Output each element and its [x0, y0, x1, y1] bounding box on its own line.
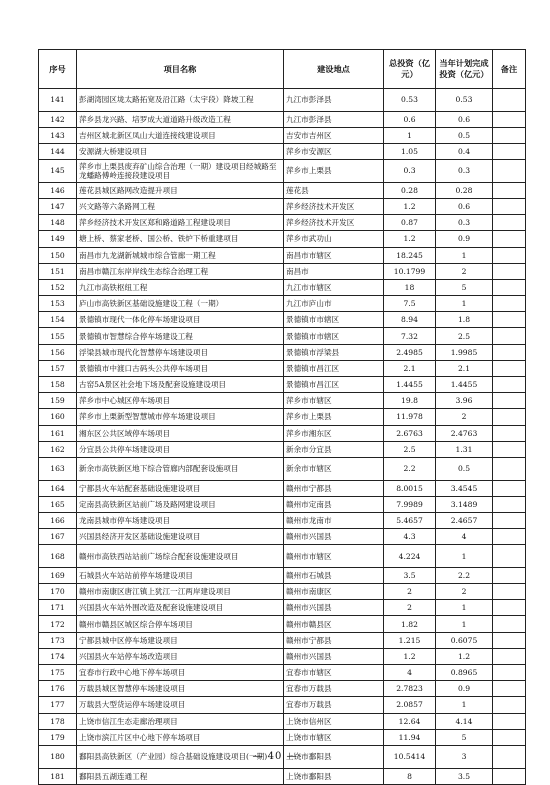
remark	[493, 143, 526, 159]
row-number: 152	[39, 279, 77, 295]
annual-plan-investment: 4	[436, 529, 493, 545]
remark	[493, 665, 526, 681]
annual-plan-investment: 3.5	[436, 768, 493, 784]
annual-plan-investment: 2.2	[436, 567, 493, 583]
remark	[493, 441, 526, 457]
table-row	[39, 567, 526, 583]
project-location: 九江市庐山市	[284, 296, 384, 312]
table-row	[39, 600, 526, 616]
project-name: 鄱阳县高铁新区（产业园）综合基础设施建设项目(一期)	[77, 745, 284, 768]
table-row	[39, 584, 526, 600]
project-location: 宜春市万载县	[284, 681, 384, 697]
project-location: 赣州市赣县区	[284, 616, 384, 632]
project-location: 萍乡经济技术开发区	[284, 215, 384, 231]
project-name: 古窑5A景区社会地下场及配套设施建设项目	[77, 377, 284, 393]
project-location: 赣州市兴国县	[284, 648, 384, 664]
annual-plan-investment: 0.9	[436, 681, 493, 697]
total-investment: 2.4985	[384, 344, 436, 360]
table-row	[39, 182, 526, 198]
remark	[493, 697, 526, 713]
project-location: 赣州市宁都县	[284, 632, 384, 648]
project-name: 万载县大型货运停车场建设项目	[77, 697, 284, 713]
table-row	[39, 545, 526, 568]
project-location: 赣州市市辖区	[284, 545, 384, 568]
project-name: 宁都县城中区停车场建设项目	[77, 632, 284, 648]
project-name: 庐山市高铁新区基础设施建设工程（一期）	[77, 296, 284, 312]
annual-plan-investment: 5	[436, 279, 493, 295]
row-number: 159	[39, 393, 77, 409]
project-location: 九江市市辖区	[284, 279, 384, 295]
annual-plan-investment: 0.5	[436, 127, 493, 143]
remark	[493, 729, 526, 745]
remark	[493, 247, 526, 263]
annual-plan-investment: 0.3	[436, 215, 493, 231]
project-location: 上饶市市辖区	[284, 729, 384, 745]
annual-plan-investment: 0.5	[436, 457, 493, 480]
remark	[493, 616, 526, 632]
total-investment: 8.94	[384, 312, 436, 328]
annual-plan-investment: 3	[436, 745, 493, 768]
annual-plan-investment: 2	[436, 263, 493, 279]
table-row	[39, 729, 526, 745]
total-investment: 2.7823	[384, 681, 436, 697]
project-name: 九江市高铁枢纽工程	[77, 279, 284, 295]
annual-plan-investment: 0.6	[436, 198, 493, 214]
project-location: 上饶市信州区	[284, 713, 384, 729]
total-investment: 5.4657	[384, 512, 436, 528]
table-row	[39, 111, 526, 127]
remark	[493, 215, 526, 231]
project-name: 赣州市南康区唐江镇上犹江一江两岸建设项目	[77, 584, 284, 600]
project-name: 宁都县火车站配套基础设施建设项目	[77, 480, 284, 496]
annual-plan-investment: 1	[436, 545, 493, 568]
row-number: 156	[39, 344, 77, 360]
project-table	[38, 49, 526, 785]
project-location: 萍乡市安源区	[284, 143, 384, 159]
remark	[493, 409, 526, 425]
header-location: 建设地点	[284, 50, 384, 89]
total-investment: 11.978	[384, 409, 436, 425]
project-name: 赣州市赣县区城区综合停车场项目	[77, 616, 284, 632]
annual-plan-investment: 0.6075	[436, 632, 493, 648]
annual-plan-investment: 1	[436, 296, 493, 312]
project-location: 宜春市万载县	[284, 697, 384, 713]
project-location: 景德镇市市辖区	[284, 328, 384, 344]
total-investment: 4	[384, 665, 436, 681]
total-investment: 1.2	[384, 198, 436, 214]
row-number: 176	[39, 681, 77, 697]
remark	[493, 632, 526, 648]
project-location: 景德镇市浮梁县	[284, 344, 384, 360]
annual-plan-investment: 3.96	[436, 393, 493, 409]
row-number: 174	[39, 648, 77, 664]
remark	[493, 457, 526, 480]
annual-plan-investment: 0.4	[436, 143, 493, 159]
table-row	[39, 529, 526, 545]
project-name: 萍乡市上栗新型智慧城市停车场建设项目	[77, 409, 284, 425]
annual-plan-investment: 0.3	[436, 160, 493, 183]
project-name: 兴国县经济开发区基础设施建设项目	[77, 529, 284, 545]
project-location: 新余市市辖区	[284, 457, 384, 480]
annual-plan-investment: 3.4545	[436, 480, 493, 496]
annual-plan-investment: 4.14	[436, 713, 493, 729]
annual-plan-investment: 0.53	[436, 89, 493, 112]
total-investment: 1.82	[384, 616, 436, 632]
project-location: 赣州市南康区	[284, 584, 384, 600]
total-investment: 2	[384, 584, 436, 600]
row-number: 161	[39, 425, 77, 441]
project-location: 新余市分宜县	[284, 441, 384, 457]
row-number: 165	[39, 496, 77, 512]
row-number: 175	[39, 665, 77, 681]
table-row	[39, 697, 526, 713]
table-row	[39, 409, 526, 425]
total-investment: 1.2	[384, 648, 436, 664]
project-name: 莲花县城区路网改造提升项目	[77, 182, 284, 198]
remark	[493, 600, 526, 616]
page-number: — 40 —	[252, 751, 298, 762]
project-location: 赣州市石城县	[284, 567, 384, 583]
remark	[493, 681, 526, 697]
annual-plan-investment: 2.4657	[436, 512, 493, 528]
annual-plan-investment: 2	[436, 409, 493, 425]
annual-plan-investment: 1.9985	[436, 344, 493, 360]
table-row	[39, 328, 526, 344]
table-row	[39, 768, 526, 784]
project-name: 兴文路等六条路网工程	[77, 198, 284, 214]
total-investment: 10.1799	[384, 263, 436, 279]
total-investment: 1.2	[384, 231, 436, 247]
project-name: 景德镇市智慧综合停车场建设工程	[77, 328, 284, 344]
remark	[493, 377, 526, 393]
row-number: 177	[39, 697, 77, 713]
row-number: 163	[39, 457, 77, 480]
project-name: 景德镇市中渡口古码头公共停车场项目	[77, 360, 284, 376]
remark	[493, 425, 526, 441]
total-investment: 0.53	[384, 89, 436, 112]
project-location: 赣州市定南县	[284, 496, 384, 512]
row-number: 180	[39, 745, 77, 768]
table-row	[39, 457, 526, 480]
project-name: 上饶市滨江片区中心地下停车场项目	[77, 729, 284, 745]
row-number: 155	[39, 328, 77, 344]
project-name: 上饶市信江生态走廊治理项目	[77, 713, 284, 729]
project-location: 上饶市鄱阳县	[284, 745, 384, 768]
project-location: 赣州市龙南市	[284, 512, 384, 528]
total-investment: 11.94	[384, 729, 436, 745]
annual-plan-investment: 1.8	[436, 312, 493, 328]
table-row	[39, 279, 526, 295]
row-number: 162	[39, 441, 77, 457]
remark	[493, 89, 526, 112]
table-row	[39, 143, 526, 159]
row-number: 179	[39, 729, 77, 745]
table-row	[39, 231, 526, 247]
total-investment: 12.64	[384, 713, 436, 729]
table-row	[39, 247, 526, 263]
project-location: 赣州市兴国县	[284, 529, 384, 545]
row-number: 181	[39, 768, 77, 784]
row-number: 149	[39, 231, 77, 247]
table-row	[39, 296, 526, 312]
annual-plan-investment: 3.1489	[436, 496, 493, 512]
remark	[493, 584, 526, 600]
table-row	[39, 681, 526, 697]
row-number: 153	[39, 296, 77, 312]
remark	[493, 263, 526, 279]
annual-plan-investment: 2.5	[436, 328, 493, 344]
table-row	[39, 441, 526, 457]
project-name: 兴国县火车站停车场改造项目	[77, 648, 284, 664]
project-location: 萍乡经济技术开发区	[284, 198, 384, 214]
total-investment: 0.3	[384, 160, 436, 183]
row-number: 151	[39, 263, 77, 279]
project-location: 景德镇市昌江区	[284, 377, 384, 393]
remark	[493, 127, 526, 143]
table-row	[39, 160, 526, 183]
row-number: 172	[39, 616, 77, 632]
table-row	[39, 263, 526, 279]
project-location: 景德镇市昌江区	[284, 360, 384, 376]
total-investment: 2.2	[384, 457, 436, 480]
remark	[493, 312, 526, 328]
project-location: 景德镇市市辖区	[284, 312, 384, 328]
remark	[493, 480, 526, 496]
annual-plan-investment: 0.9	[436, 231, 493, 247]
total-investment: 1	[384, 127, 436, 143]
project-location: 九江市彭泽县	[284, 111, 384, 127]
remark	[493, 296, 526, 312]
row-number: 157	[39, 360, 77, 376]
project-location: 萍乡市上栗县	[284, 160, 384, 183]
project-name: 萍乡市中心城区停车场项目	[77, 393, 284, 409]
row-number: 166	[39, 512, 77, 528]
table-row	[39, 713, 526, 729]
annual-plan-investment: 1.31	[436, 441, 493, 457]
annual-plan-investment: 5	[436, 729, 493, 745]
project-name: 新余市高铁新区地下综合管廊内部配套设施项目	[77, 457, 284, 480]
row-number: 169	[39, 567, 77, 583]
total-investment: 2.0857	[384, 697, 436, 713]
remark	[493, 344, 526, 360]
total-investment: 0.6	[384, 111, 436, 127]
header-total-investment: 总投资（亿元）	[384, 50, 436, 89]
remark	[493, 529, 526, 545]
remark	[493, 231, 526, 247]
remark	[493, 512, 526, 528]
row-number: 164	[39, 480, 77, 496]
row-number: 168	[39, 545, 77, 568]
project-name: 浮梁县城市现代化智慧停车场建设项目	[77, 344, 284, 360]
row-number: 144	[39, 143, 77, 159]
total-investment: 19.8	[384, 393, 436, 409]
total-investment: 4.224	[384, 545, 436, 568]
table-row	[39, 198, 526, 214]
total-investment: 10.5414	[384, 745, 436, 768]
remark	[493, 279, 526, 295]
remark	[493, 182, 526, 198]
project-name: 吉州区城北新区凤山大道连接线建设项目	[77, 127, 284, 143]
table-row	[39, 377, 526, 393]
project-name: 万载县城区智慧停车场建设项目	[77, 681, 284, 697]
table-row	[39, 632, 526, 648]
project-location: 宜春市市辖区	[284, 665, 384, 681]
table-row	[39, 360, 526, 376]
project-name: 南昌市赣江东岸岸线生态综合治理工程	[77, 263, 284, 279]
remark	[493, 713, 526, 729]
table-row	[39, 648, 526, 664]
project-name: 萍乡经济技术开发区郑和路道路工程建设项目	[77, 215, 284, 231]
table-row	[39, 89, 526, 112]
table-row	[39, 496, 526, 512]
project-location: 吉安市吉州区	[284, 127, 384, 143]
total-investment: 7.5	[384, 296, 436, 312]
project-location: 九江市彭泽县	[284, 89, 384, 112]
project-location: 南昌市	[284, 263, 384, 279]
project-location: 赣州市兴国县	[284, 600, 384, 616]
project-table-sheet	[38, 49, 525, 785]
project-location: 赣州市宁都县	[284, 480, 384, 496]
annual-plan-investment: 0.6	[436, 111, 493, 127]
row-number: 178	[39, 713, 77, 729]
row-number: 160	[39, 409, 77, 425]
annual-plan-investment: 1.2	[436, 648, 493, 664]
total-investment: 7.9989	[384, 496, 436, 512]
row-number: 142	[39, 111, 77, 127]
row-number: 171	[39, 600, 77, 616]
annual-plan-investment: 1	[436, 697, 493, 713]
project-name: 赣州市高铁西站站前广场综合配套设施建设项目	[77, 545, 284, 568]
annual-plan-investment: 1	[436, 247, 493, 263]
header-name: 项目名称	[77, 50, 284, 89]
row-number: 143	[39, 127, 77, 143]
total-investment: 2.1	[384, 360, 436, 376]
annual-plan-investment: 2.4763	[436, 425, 493, 441]
project-name: 萍乡县龙兴路、培罗成大道道路升级改造工程	[77, 111, 284, 127]
total-investment: 2	[384, 600, 436, 616]
row-number: 173	[39, 632, 77, 648]
total-investment: 3.5	[384, 567, 436, 583]
header-no: 序号	[39, 50, 77, 89]
row-number: 154	[39, 312, 77, 328]
total-investment: 8	[384, 768, 436, 784]
remark	[493, 328, 526, 344]
remark	[493, 545, 526, 568]
annual-plan-investment: 1.4455	[436, 377, 493, 393]
project-name: 萍乡市上栗县废弃矿山综合治理（一期）建设项目经城路至龙蟠路傅岭连接段建设项目	[77, 160, 284, 183]
remark	[493, 648, 526, 664]
annual-plan-investment: 2.1	[436, 360, 493, 376]
table-header-row	[39, 50, 526, 89]
project-name: 分宜县公共停车场建设项目	[77, 441, 284, 457]
project-location: 萍乡市市辖区	[284, 393, 384, 409]
annual-plan-investment: 0.8965	[436, 665, 493, 681]
header-annual-plan: 当年计划完成投资（亿元）	[436, 50, 493, 89]
total-investment: 18	[384, 279, 436, 295]
annual-plan-investment: 1	[436, 616, 493, 632]
table-row	[39, 616, 526, 632]
remark	[493, 496, 526, 512]
project-name: 鄱阳县五湖连通工程	[77, 768, 284, 784]
remark	[493, 768, 526, 784]
total-investment: 7.32	[384, 328, 436, 344]
row-number: 150	[39, 247, 77, 263]
table-row	[39, 215, 526, 231]
total-investment: 0.87	[384, 215, 436, 231]
remark	[493, 198, 526, 214]
total-investment: 18.245	[384, 247, 436, 263]
project-name: 宜春市行政中心地下停车场项目	[77, 665, 284, 681]
project-location: 莲花县	[284, 182, 384, 198]
remark	[493, 393, 526, 409]
project-name: 兴国县火车站外围改造及配套设施建设项目	[77, 600, 284, 616]
table-row	[39, 425, 526, 441]
row-number: 148	[39, 215, 77, 231]
table-row	[39, 344, 526, 360]
project-name: 塘上桥、蔡家老桥、国公桥、铁炉下桥重建项目	[77, 231, 284, 247]
remark	[493, 111, 526, 127]
project-name: 定南县高铁新区站前广场及路网建设项目	[77, 496, 284, 512]
total-investment: 4.3	[384, 529, 436, 545]
project-name: 湘东区公共区域停车场项目	[77, 425, 284, 441]
project-name: 龙南县城市停车场建设项目	[77, 512, 284, 528]
remark	[493, 160, 526, 183]
row-number: 167	[39, 529, 77, 545]
row-number: 145	[39, 160, 77, 183]
project-location: 萍乡市湘东区	[284, 425, 384, 441]
table-row	[39, 665, 526, 681]
header-remark: 备注	[493, 50, 526, 89]
row-number: 147	[39, 198, 77, 214]
annual-plan-investment: 1	[436, 600, 493, 616]
project-name: 石城县火车站站前停车场建设项目	[77, 567, 284, 583]
table-row	[39, 127, 526, 143]
total-investment: 1.4455	[384, 377, 436, 393]
project-location: 萍乡市上栗县	[284, 409, 384, 425]
table-row	[39, 512, 526, 528]
project-name: 南昌市九龙湖新城城市综合管廊一期工程	[77, 247, 284, 263]
remark	[493, 567, 526, 583]
total-investment: 2.6763	[384, 425, 436, 441]
row-number: 158	[39, 377, 77, 393]
row-number: 141	[39, 89, 77, 112]
project-name: 安源湖大桥建设项目	[77, 143, 284, 159]
project-location: 萍乡市武功山	[284, 231, 384, 247]
table-row	[39, 393, 526, 409]
row-number: 170	[39, 584, 77, 600]
table-row	[39, 312, 526, 328]
total-investment: 2.5	[384, 441, 436, 457]
project-location: 南昌市市辖区	[284, 247, 384, 263]
project-name: 彭湖湾园区垅太路拓宽及沿江路（太宇段）降坡工程	[77, 89, 284, 112]
total-investment: 0.28	[384, 182, 436, 198]
project-name: 景德镇市现代一体化停车场建设项目	[77, 312, 284, 328]
total-investment: 8.0015	[384, 480, 436, 496]
total-investment: 1.05	[384, 143, 436, 159]
row-number: 146	[39, 182, 77, 198]
table-row	[39, 480, 526, 496]
annual-plan-investment: 0.28	[436, 182, 493, 198]
table-body	[39, 89, 526, 785]
total-investment: 1.215	[384, 632, 436, 648]
annual-plan-investment: 2	[436, 584, 493, 600]
remark	[493, 360, 526, 376]
project-location: 上饶市鄱阳县	[284, 768, 384, 784]
